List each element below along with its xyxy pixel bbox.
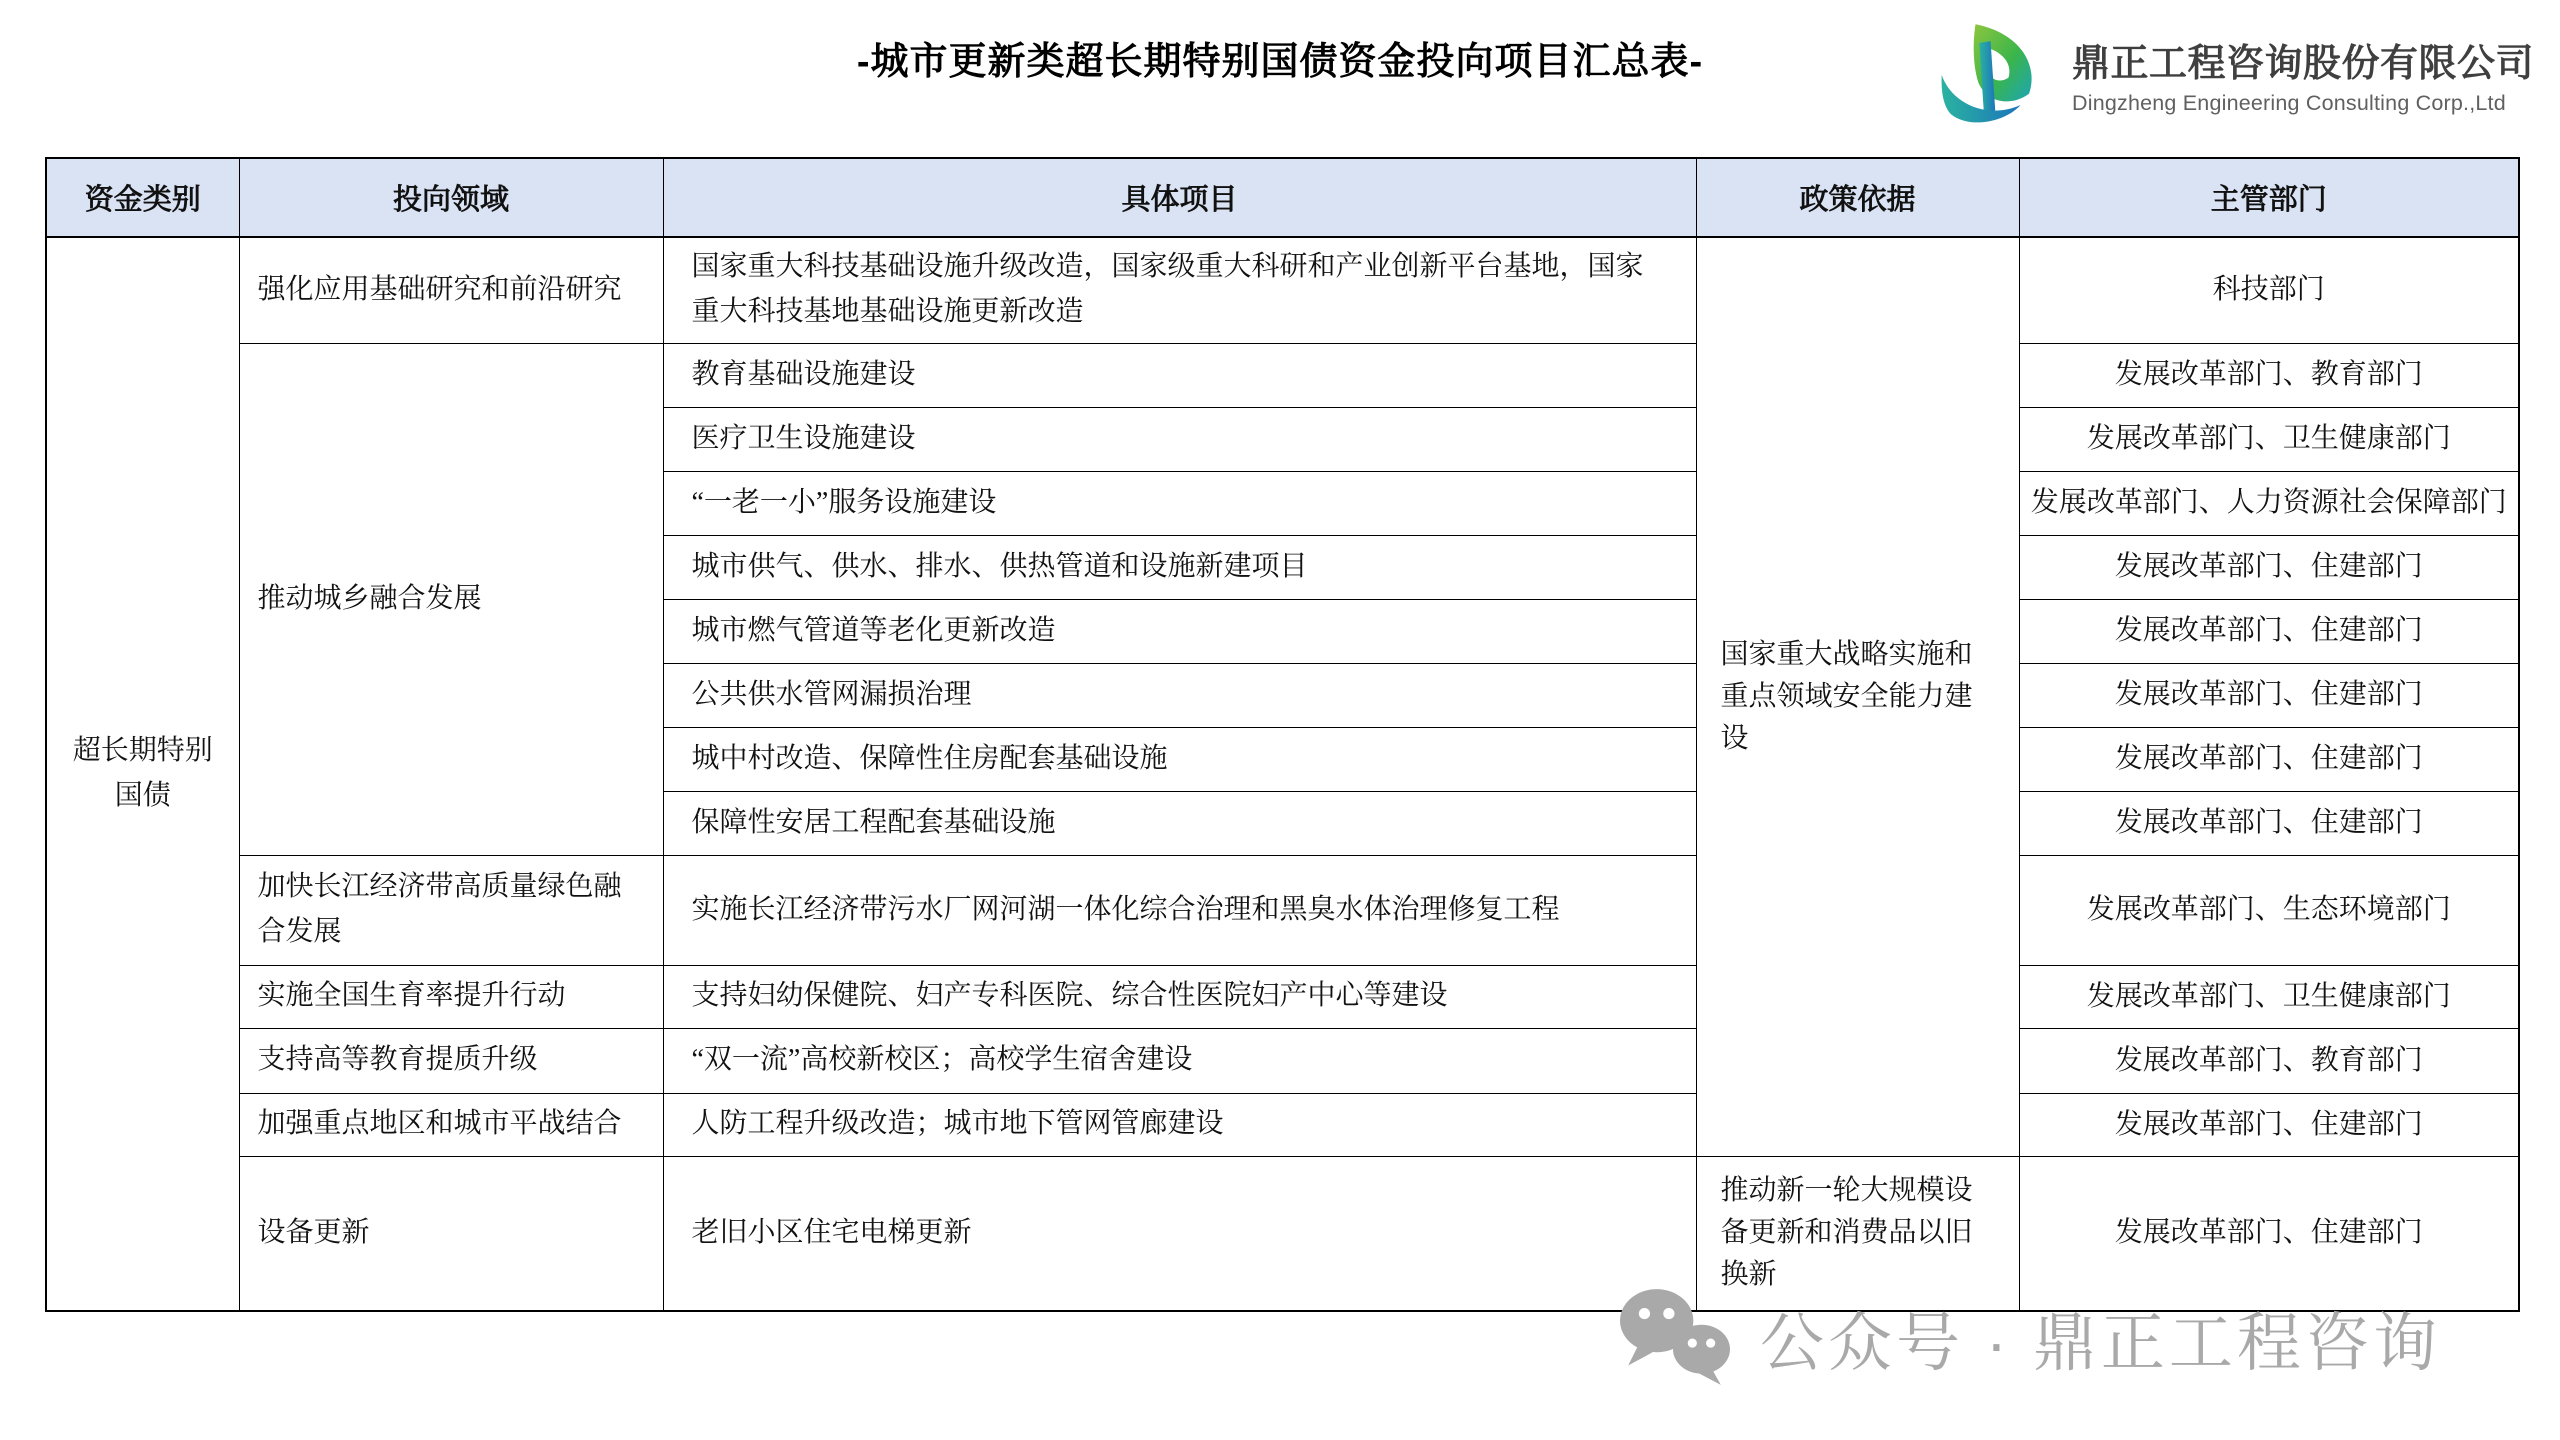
company-logo-icon [1938,22,2060,126]
company-name-en: Dingzheng Engineering Consulting Corp.,Ltd [2071,91,2506,115]
dept-cell: 发展改革部门、教育部门 [2019,343,2519,407]
dept-cell: 发展改革部门、住建部门 [2019,1156,2519,1311]
project-cell: 人防工程升级改造；城市地下管网管廊建设 [663,1093,1696,1156]
field-cell: 加快长江经济带高质量绿色融合发展 [239,855,663,965]
field-cell: 推动城乡融合发展 [239,343,663,855]
project-cell: 城中村改造、保障性住房配套基础设施 [663,727,1696,791]
company-name: 鼎正工程咨询股份有限公司 [2071,43,2534,85]
project-cell: 保障性安居工程配套基础设施 [663,791,1696,855]
field-cell: 强化应用基础研究和前沿研究 [239,237,663,343]
project-cell: 城市燃气管道等老化更新改造 [663,599,1696,663]
table-row [46,237,2519,343]
project-cell: 支持妇幼保健院、妇产专科医院、综合性医院妇产中心等建设 [663,965,1696,1028]
field-cell: 设备更新 [239,1156,663,1311]
project-cell: “一老一小”服务设施建设 [663,471,1696,535]
project-cell: 国家重大科技基础设施升级改造，国家级重大科研和产业创新平台基地，国家重大科技基地基础设施更新改造 [663,237,1696,343]
header-policy-basis: 政策依据 [1696,158,2019,237]
dept-cell: 发展改革部门、生态环境部门 [2019,855,2519,965]
dept-cell: 发展改革部门、住建部门 [2019,1093,2519,1156]
header-investment-field: 投向领域 [239,158,663,237]
dept-cell: 发展改革部门、住建部门 [2019,663,2519,727]
table-row [46,965,2519,1028]
wechat-icon [1612,1282,1738,1394]
dept-cell: 发展改革部门、住建部门 [2019,791,2519,855]
header-row [46,158,2519,237]
policy-cell: 国家重大战略实施和重点领域安全能力建设 [1696,237,2019,1156]
dept-cell: 发展改革部门、住建部门 [2019,727,2519,791]
dept-cell: 科技部门 [2019,237,2519,343]
project-cell: 老旧小区住宅电梯更新 [663,1156,1696,1311]
table-row [46,1093,2519,1156]
company-logo-text [2072,32,2534,116]
table-row [46,1028,2519,1093]
page-title: -城市更新类超长期特别国债资金投向项目汇总表- [856,41,1704,83]
watermark [1612,1282,2441,1394]
watermark-text: 公众号 · 鼎正工程咨询 [1760,1307,2441,1379]
header-competent-department: 主管部门 [2019,158,2519,237]
dept-cell: 发展改革部门、住建部门 [2019,535,2519,599]
fund-category-cell: 超长期特别国债 [46,237,239,1311]
dept-cell: 发展改革部门、人力资源社会保障部门 [2019,471,2519,535]
project-cell: 城市供气、供水、排水、供热管道和设施新建项目 [663,535,1696,599]
table-body [46,237,2519,1311]
dept-cell: 发展改革部门、卫生健康部门 [2019,965,2519,1028]
header-fund-category: 资金类别 [46,158,239,237]
dept-cell: 发展改革部门、住建部门 [2019,599,2519,663]
project-cell: 公共供水管网漏损治理 [663,663,1696,727]
field-cell: 加强重点地区和城市平战结合 [239,1093,663,1156]
policy-cell: 推动新一轮大规模设备更新和消费品以旧换新 [1696,1156,2019,1311]
project-cell: 实施长江经济带污水厂网河湖一体化综合治理和黑臭水体治理修复工程 [663,855,1696,965]
dept-cell: 发展改革部门、卫生健康部门 [2019,407,2519,471]
dept-cell: 发展改革部门、教育部门 [2019,1028,2519,1093]
company-logo [1938,22,2534,126]
summary-table [45,157,2520,1312]
field-cell: 支持高等教育提质升级 [239,1028,663,1093]
table-row [46,343,2519,407]
project-cell: 医疗卫生设施建设 [663,407,1696,471]
project-cell: 教育基础设施建设 [663,343,1696,407]
table-row [46,855,2519,965]
field-cell: 实施全国生育率提升行动 [239,965,663,1028]
project-cell: “双一流”高校新校区；高校学生宿舍建设 [663,1028,1696,1093]
header-specific-project: 具体项目 [663,158,1696,237]
